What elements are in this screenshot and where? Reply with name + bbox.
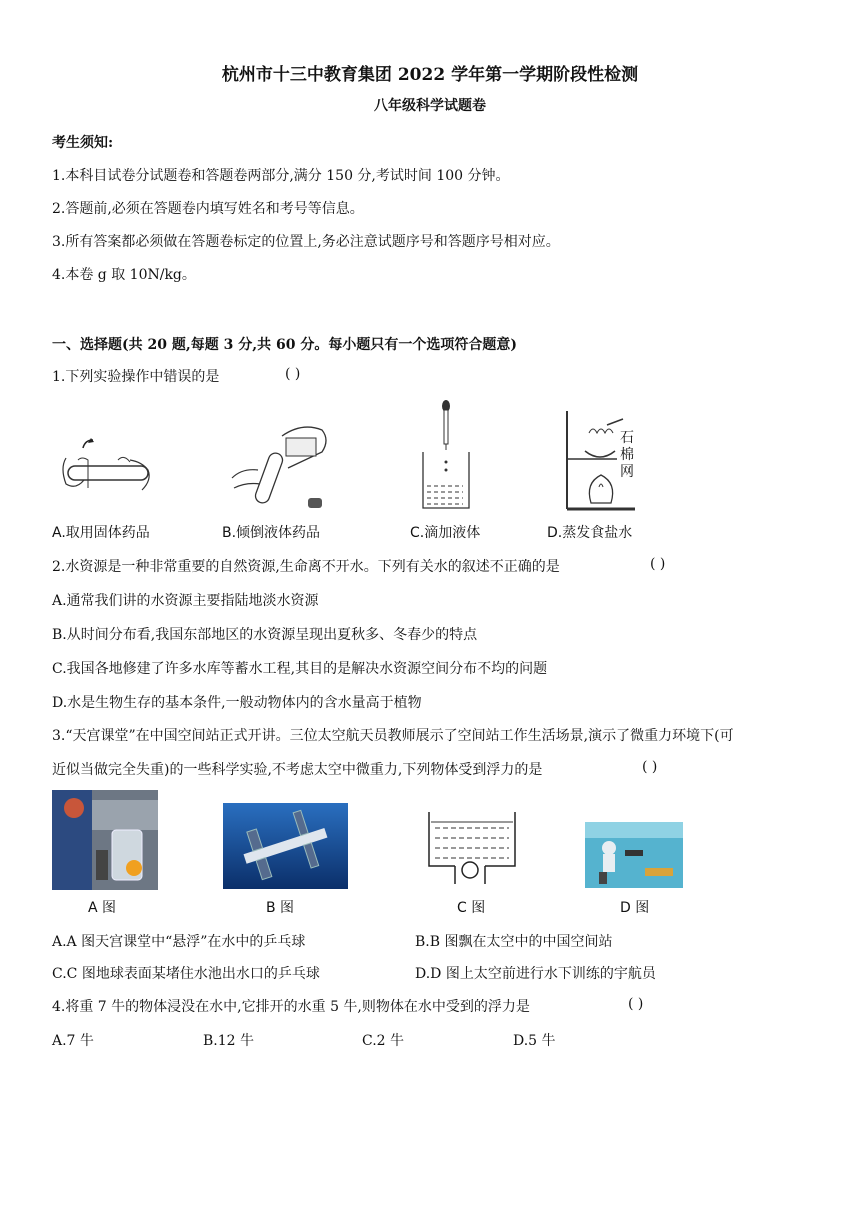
option-text: C.2 牛 xyxy=(362,1033,405,1049)
label-char: 网 xyxy=(620,464,634,480)
notice-item: 2.答题前,必须在答题卷内填写姓名和考号等信息。 xyxy=(52,201,364,217)
option-text: B.B 图飘在太空中的中国空间站 xyxy=(415,934,613,950)
underwater-training-photo xyxy=(585,822,683,888)
question-stem: 4.将重 7 牛的物体浸没在水中,它排开的水重 5 牛,则物体在水中受到的浮力是 xyxy=(52,999,530,1015)
figure-caption: D 图 xyxy=(620,900,650,916)
page-subtitle: 八年级科学试题卷 xyxy=(374,98,486,114)
option-text: D.水是生物生存的基本条件,一般动物体内的含水量高于植物 xyxy=(52,695,422,711)
question-stem: 1.下列实验操作中错误的是 xyxy=(52,369,220,385)
space-station-photo xyxy=(223,803,348,889)
pouring-liquid-figure xyxy=(222,418,337,518)
label-char: 棉 xyxy=(620,447,634,463)
figure-caption: C.滴加液体 xyxy=(410,525,481,541)
option-text: B.从时间分布看,我国东部地区的水资源呈现出夏秋多、冬春少的特点 xyxy=(52,627,478,643)
notice-item: 1.本科目试卷分试题卷和答题卷两部分,满分 150 分,考试时间 100 分钟。 xyxy=(52,168,510,184)
notice-heading: 考生须知: xyxy=(52,135,114,151)
asbestos-net-label xyxy=(620,430,640,481)
dropper-beaker-figure xyxy=(415,398,475,516)
section-heading: 一、选择题(共 20 题,每题 3 分,共 60 分。每小题只有一个选项符合题意) xyxy=(52,337,517,353)
answer-blank: ( ) xyxy=(650,556,666,572)
option-text: D.5 牛 xyxy=(513,1033,556,1049)
test-tube-solid-figure xyxy=(58,430,168,510)
option-text: C.C 图地球表面某堵住水池出水口的乒乓球 xyxy=(52,966,320,982)
figure-caption: A 图 xyxy=(88,900,117,916)
answer-blank: ( ) xyxy=(642,759,658,775)
question-stem: 2.水资源是一种非常重要的自然资源,生命离不开水。下列有关水的叙述不正确的是 xyxy=(52,559,560,575)
option-text: C.我国各地修建了许多水库等蓄水工程,其目的是解决水资源空间分布不均的问题 xyxy=(52,661,548,677)
option-text: A.A 图天宫课堂中“悬浮”在水中的乒乓球 xyxy=(52,934,306,950)
question-stem-line: 3.“天宫课堂”在中国空间站正式开讲。三位太空航天员教师展示了空间站工作生活场景,演示了微重力环境下(可 xyxy=(52,728,734,744)
figure-caption: B 图 xyxy=(266,900,295,916)
label-char: 石 xyxy=(620,430,634,446)
option-text: A.通常我们讲的水资源主要指陆地淡水资源 xyxy=(52,593,319,609)
question-stem-line: 近似当做完全失重)的一些科学实验,不考虑太空中微重力,下列物体受到浮力的是 xyxy=(52,762,543,778)
option-text: A.7 牛 xyxy=(52,1033,94,1049)
figure-caption: A.取用固体药品 xyxy=(52,525,150,541)
figure-caption: B.倾倒液体药品 xyxy=(222,525,321,541)
answer-blank: ( ) xyxy=(285,366,301,382)
answer-blank: ( ) xyxy=(628,996,644,1012)
figure-caption: D.蒸发食盐水 xyxy=(547,525,633,541)
water-tank-diagram xyxy=(425,808,520,888)
notice-item: 3.所有答案都必须做在答题卷标定的位置上,务必注意试题序号和答题序号相对应。 xyxy=(52,234,560,250)
option-text: B.12 牛 xyxy=(203,1033,255,1049)
notice-item: 4.本卷 g 取 10N/kg。 xyxy=(52,267,196,283)
astronaut-photo xyxy=(52,790,158,890)
figure-caption: C 图 xyxy=(457,900,486,916)
option-text: D.D 图上太空前进行水下训练的宇航员 xyxy=(415,966,656,982)
page-title: 杭州市十三中教育集团 2022 学年第一学期阶段性检测 xyxy=(221,65,639,85)
